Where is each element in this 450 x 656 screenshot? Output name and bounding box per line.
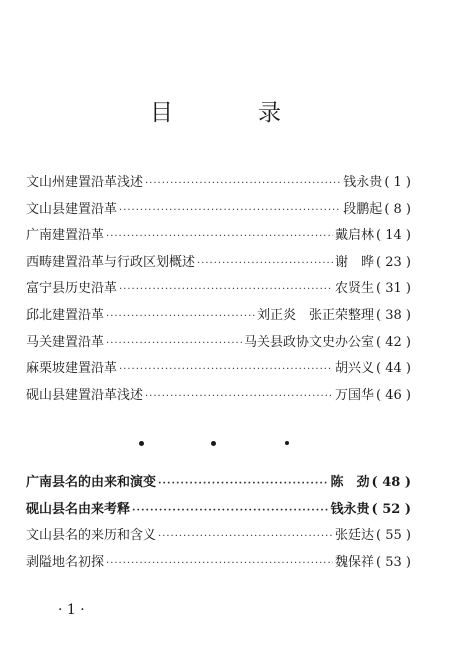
toc-entry — [26, 501, 411, 528]
toc-dot-leader — [158, 475, 329, 493]
toc-entry-page: ( 44 ) — [376, 361, 411, 377]
toc-entry-author: 刘正炎 张正荣整理 — [257, 307, 375, 323]
toc-dot-leader — [106, 555, 333, 573]
toc-entry-author: 戴启林 — [335, 228, 375, 244]
toc-entry — [26, 474, 411, 501]
toc-entry-title: 广南建置沿革 — [26, 228, 105, 244]
toc-entry-author: 陈 劲 — [330, 475, 370, 490]
page-title-char-1: 目 — [150, 100, 173, 126]
toc-entry-author: 马关县政协文史办公室 — [244, 334, 375, 350]
toc-entry-page: ( 46 ) — [376, 387, 411, 403]
divider-dot — [139, 441, 144, 446]
toc-entry — [26, 201, 411, 228]
toc-section-place-names — [26, 474, 411, 580]
toc-entry — [26, 174, 411, 201]
toc-entry-page: ( 1 ) — [384, 175, 411, 190]
section-divider — [0, 436, 450, 452]
toc-entry-title: 邱北建置沿革 — [26, 307, 105, 323]
toc-entry-page: ( 8 ) — [384, 201, 411, 217]
toc-entry-title: 文山县名的来历和含义 — [26, 528, 157, 544]
toc-entry-page: ( 14 ) — [376, 228, 411, 244]
page-title — [0, 98, 450, 132]
toc-entry-page: ( 48 ) — [371, 475, 411, 490]
divider-dot — [211, 441, 216, 446]
page-title-char-2: 录 — [258, 100, 281, 126]
toc-entry-author: 万国华 — [335, 387, 375, 403]
toc-section-administrative-history — [26, 174, 411, 413]
toc-entry-title: 广南县名的由来和演变 — [26, 475, 157, 490]
toc-dot-leader — [132, 502, 329, 520]
toc-entry-author: 胡兴义 — [335, 361, 375, 377]
toc-dot-leader — [145, 388, 333, 406]
divider-dot — [285, 441, 289, 445]
toc-entry-page: ( 52 ) — [371, 501, 411, 517]
toc-entry — [26, 360, 411, 387]
toc-entry-title: 富宁县历史沿革 — [26, 281, 118, 297]
toc-entry-page: ( 42 ) — [376, 334, 411, 350]
toc-entry — [26, 254, 411, 281]
toc-entry-author: 钱永贵 — [343, 175, 383, 190]
toc-entry — [26, 227, 411, 254]
toc-entry-page: ( 31 ) — [376, 281, 411, 297]
toc-dot-leader — [119, 202, 341, 220]
toc-entry-author: 段鹏起 — [343, 201, 383, 217]
toc-entry — [26, 334, 411, 361]
toc-entry-author: 农贤生 — [335, 281, 375, 297]
toc-entry — [26, 527, 411, 554]
toc-entry-title: 文山县建置沿革 — [26, 201, 118, 217]
toc-entry — [26, 387, 411, 414]
toc-dot-leader — [145, 175, 341, 193]
toc-entry-page: ( 53 ) — [376, 554, 411, 570]
toc-entry — [26, 280, 411, 307]
toc-entry-author: 魏保祥 — [335, 554, 375, 570]
toc-entry — [26, 554, 411, 581]
toc-dot-leader — [119, 281, 333, 299]
toc-entry — [26, 307, 411, 334]
toc-entry-title: 文山州建置沿革浅述 — [26, 175, 144, 190]
toc-entry-title: 麻栗坡建置沿革 — [26, 361, 118, 377]
toc-dot-leader — [106, 308, 255, 326]
toc-entry-author: 钱永贵 — [330, 501, 370, 517]
toc-dot-leader — [106, 228, 333, 246]
toc-entry-title: 砚山县名由来考释 — [26, 501, 131, 517]
toc-entry-title: 马关建置沿革 — [26, 334, 105, 350]
toc-entry-page: ( 38 ) — [376, 307, 411, 323]
toc-entry-page: ( 23 ) — [376, 254, 411, 270]
toc-dot-leader — [197, 255, 333, 273]
toc-entry-title: 西畴建置沿革与行政区划概述 — [26, 254, 196, 270]
toc-entry-author: 张廷达 — [335, 528, 375, 544]
toc-dot-leader — [119, 361, 333, 379]
toc-entry-title: 砚山县建置沿革浅述 — [26, 387, 144, 403]
toc-dot-leader — [106, 335, 242, 353]
toc-entry-author: 谢 晔 — [335, 254, 375, 270]
page-number: · 1 · — [58, 602, 85, 618]
toc-entry-title: 剥隘地名初探 — [26, 554, 105, 570]
toc-entry-page: ( 55 ) — [376, 528, 411, 544]
toc-dot-leader — [158, 528, 333, 546]
